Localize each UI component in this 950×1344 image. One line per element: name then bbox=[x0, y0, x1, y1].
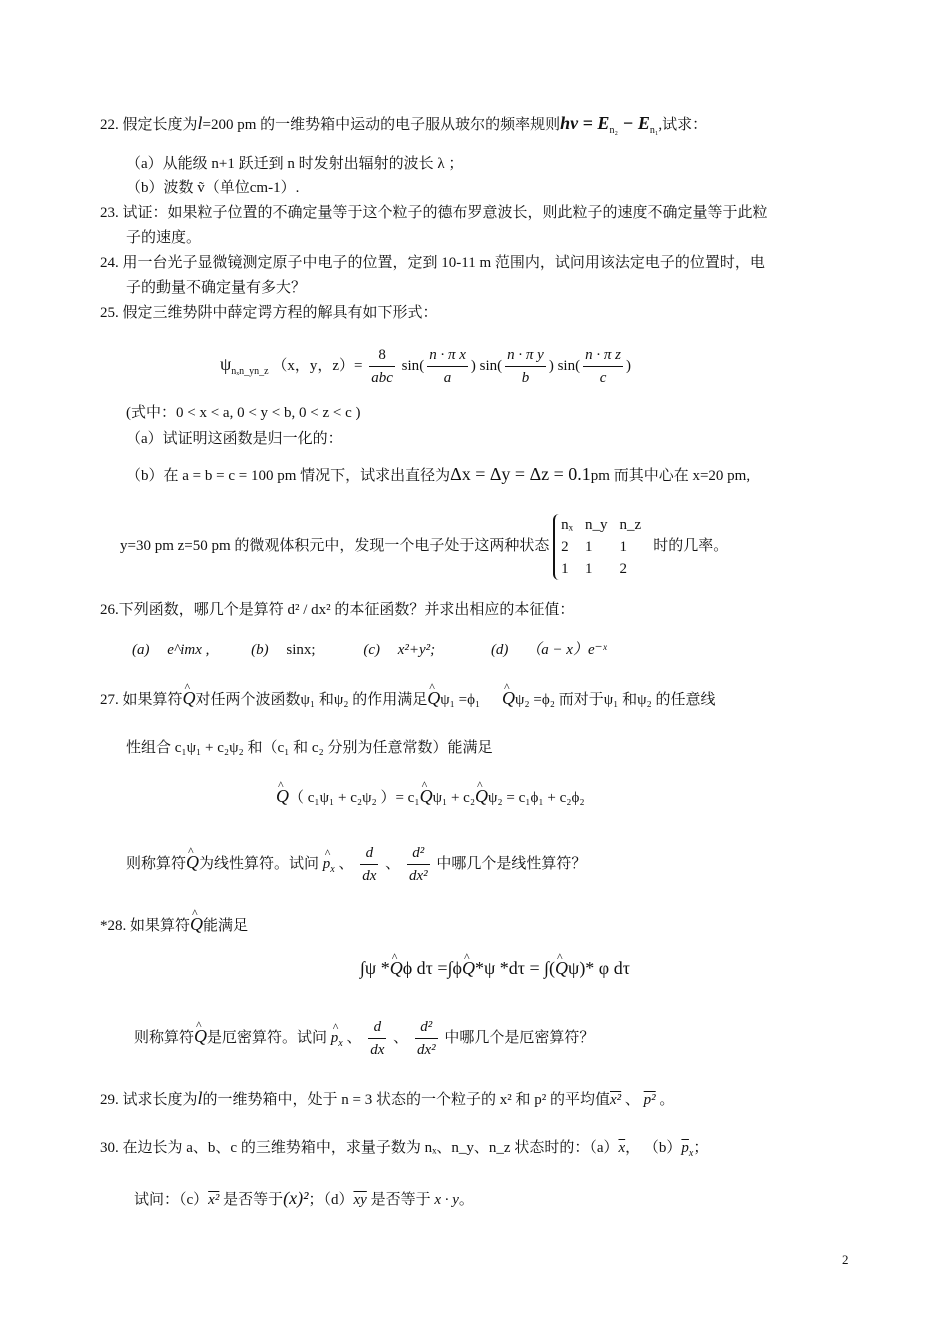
d2-num: d² bbox=[407, 842, 430, 865]
q30-line2 bbox=[134, 1188, 474, 1210]
q25-wavefunction: $\psi_{n_xn\_yn\_z}$ （x，y，z）= $\frac{8}{\text{abc}}$ sin( $\frac{\text{n · π x}}{a}$ ) sin( $\frac{\text{n · π y}}{b}$ ) sin( $\frac{\text{n · π z}}{c}$ ) bbox=[220, 340, 631, 396]
q26-b-function: sinx; bbox=[286, 642, 316, 658]
q24-line1: 24. 用一台光子显微镜测定原子中电子的位置，定到 10-11 m 范围内，试问用该法定电子的位置时，电 bbox=[100, 255, 765, 271]
operator-q-hat: ^ Q bbox=[502, 688, 515, 708]
q29-line bbox=[100, 1088, 674, 1110]
q28-eq-d: ψ)* φ dτ bbox=[568, 958, 630, 978]
q30-text-c: ； bbox=[693, 1140, 709, 1156]
fy-den: b bbox=[521, 370, 530, 387]
d-dx-fraction bbox=[368, 1016, 386, 1061]
q29-l: l bbox=[197, 1088, 203, 1108]
q22-minus: − E bbox=[617, 113, 650, 133]
q30-l2-b: 是否等于 bbox=[223, 1192, 284, 1208]
d2-den: dx² bbox=[408, 868, 428, 885]
q27-text-c: ψ₁ =ϕ₁ bbox=[440, 692, 481, 708]
q22-text-c: ,试求： bbox=[658, 117, 708, 133]
q25-b-text2: pm 而其中心在 x=20 pm, bbox=[590, 468, 751, 484]
q25-line1: 25. 假定三维势阱中薛定谔方程的解具有如下形式： bbox=[100, 305, 438, 321]
matrix-cell: 1 bbox=[585, 538, 593, 555]
q28-l3-b: 是厄密算符。试问 bbox=[207, 1030, 328, 1046]
q30-l2-g: 。 bbox=[458, 1192, 474, 1208]
q27-text-a: 27. 如果算符 bbox=[100, 692, 183, 708]
q25-b bbox=[126, 464, 750, 486]
operator-p-hat: ^ p bbox=[331, 1016, 339, 1060]
q25-c bbox=[120, 508, 728, 584]
q30-l2-e: 是否等于 bbox=[370, 1192, 431, 1208]
px-sub: x bbox=[330, 864, 335, 875]
operator-q-hat: ^ Q bbox=[276, 786, 289, 806]
px-sub: x bbox=[688, 1148, 694, 1159]
q29-text-a: 29. 试求长度为 bbox=[100, 1092, 198, 1108]
psi-symbol: ψ bbox=[220, 354, 232, 374]
q26-a-function: e^imx , bbox=[167, 642, 210, 658]
coef-fraction bbox=[369, 344, 395, 389]
d1-den: dx bbox=[362, 868, 377, 885]
psi-args: （x，y，z）= bbox=[272, 358, 363, 374]
q23-line2: 子的速度。 bbox=[126, 230, 202, 246]
frac-y bbox=[505, 344, 546, 389]
q28-equation bbox=[360, 958, 630, 980]
q28-text-b: 能满足 bbox=[203, 918, 249, 934]
matrix-cell: 2 bbox=[619, 560, 628, 577]
operator-q-hat: ^ Q bbox=[420, 786, 433, 806]
p2-average: p² bbox=[643, 1092, 656, 1108]
separator: 、 bbox=[346, 1030, 362, 1046]
q26-options bbox=[132, 640, 607, 660]
state-matrix bbox=[553, 514, 653, 580]
q25-domain: (式中：0 < x < a, 0 < y < b, 0 < z < c ) bbox=[126, 405, 361, 421]
operator-q-hat: ^ Q bbox=[427, 688, 440, 708]
q27-line2: 性组合 c₁ψ₁ + c₂ψ₂ 和（c₁ 和 c₂ 分别为任意常数）能满足 bbox=[126, 740, 493, 756]
d1-den: dx bbox=[370, 1042, 385, 1059]
coef-den: abc bbox=[371, 370, 393, 387]
q26-d-label: (d) bbox=[490, 642, 509, 658]
operator-p-hat: ^ p bbox=[323, 842, 331, 886]
q25-delta: Δx = Δy = Δz = 0.1 bbox=[450, 464, 591, 484]
q23-line1: 23. 试证：如果粒子位置的不确定量等于这个粒子的德布罗意波长，则此粒子的速度不确定量等于此粒 bbox=[100, 205, 768, 221]
q22-a bbox=[126, 154, 463, 174]
matrix-cell: 1 bbox=[619, 538, 628, 555]
q29-text-b: 的一维势箱中，处于 n = 3 状态的一个粒子的 x² 和 p² 的平均值 bbox=[202, 1092, 610, 1108]
q22-b-label: （b） bbox=[126, 180, 164, 196]
sin-z: sin bbox=[557, 358, 576, 374]
d2-dx2-fraction bbox=[415, 1016, 438, 1061]
q28-l3-c: 中哪几个是厄密算符？ bbox=[444, 1030, 595, 1046]
matrix-cell: 2 bbox=[561, 538, 569, 555]
x-average-squared: (x)² bbox=[283, 1188, 309, 1208]
q29-end: 。 bbox=[659, 1092, 675, 1108]
separator: 、 bbox=[624, 1092, 640, 1108]
q25-a: （a）试证明这函数是归一化的： bbox=[126, 431, 343, 447]
q26-c-function: x²+y²; bbox=[397, 642, 436, 658]
operator-q-hat: ^ Q bbox=[555, 958, 568, 978]
d-dx-fraction bbox=[360, 842, 378, 887]
q28-line1 bbox=[100, 914, 248, 936]
x2-average: x² bbox=[610, 1092, 622, 1108]
sin-x: sin bbox=[401, 358, 420, 374]
q30-line1 bbox=[100, 1138, 708, 1164]
operator-q-hat: ^ Q bbox=[194, 1014, 207, 1058]
fz-den: c bbox=[599, 370, 607, 387]
fy-num: n · π y bbox=[505, 344, 546, 367]
q26-line1: 26.下列函数，哪几个是算符 d² / dx² 的本征函数？并求出相应的本征值： bbox=[100, 602, 575, 618]
xy-average: $\overline{xy}$ bbox=[353, 1192, 367, 1208]
q27-l4-c: 中哪几个是线性算符？ bbox=[436, 856, 587, 872]
q22-b bbox=[126, 178, 299, 198]
q22-line1 bbox=[100, 113, 707, 141]
matrix-cell: n_y bbox=[585, 516, 608, 533]
q26-d-function: （a − x）e⁻ˣ bbox=[526, 642, 607, 658]
q24-line2: 子的動量不确定量有多大？ bbox=[126, 280, 307, 296]
q30-text-b: ， （b） bbox=[625, 1140, 682, 1156]
separator: 、 bbox=[393, 1030, 409, 1046]
q22-l: l bbox=[197, 113, 203, 133]
q26-c-label: (c) bbox=[363, 642, 380, 658]
q26-b-label: (b) bbox=[251, 642, 269, 658]
d2-den: dx² bbox=[416, 1042, 436, 1059]
q27-text-e: 而对于ψ₁ 和ψ₂ 的任意线 bbox=[554, 692, 716, 708]
q27-line4 bbox=[126, 840, 586, 892]
q28-eq-a: ∫ψ * bbox=[360, 958, 390, 978]
q22-sub2: n₂ bbox=[609, 125, 618, 136]
matrix-cell: 1 bbox=[561, 560, 569, 577]
d1-num: d bbox=[368, 1016, 386, 1039]
q25-c-text: y=30 pm z=50 pm 的微观体积元中，发现一个电子处于这两种状态 bbox=[120, 538, 550, 554]
matrix-cell: nₓ bbox=[561, 516, 574, 533]
operator-q-hat: ^ Q bbox=[475, 786, 488, 806]
q22-number: 22. bbox=[100, 117, 119, 133]
operator-q-hat: ^ Q bbox=[190, 914, 203, 934]
q27-eq-c: ψ₂ = c₁ϕ₁ + c₂ϕ₂ bbox=[488, 790, 585, 806]
separator: 、 bbox=[338, 856, 354, 872]
x-average: $\overline{x}$ bbox=[618, 1140, 626, 1156]
q27-text-b: 对任两个波函数ψ₁ 和ψ₂ 的作用满足 bbox=[195, 692, 428, 708]
separator: 、 bbox=[385, 856, 401, 872]
frac-z bbox=[583, 344, 623, 389]
q27-equation bbox=[276, 786, 585, 808]
q22-a-label: （a） bbox=[126, 156, 163, 172]
coef-num: 8 bbox=[369, 344, 395, 367]
fx-num: n · π x bbox=[427, 344, 468, 367]
operator-q-hat: ^ Q bbox=[183, 688, 196, 708]
operator-q-hat: ^ Q bbox=[390, 958, 403, 978]
q27-l4-b: 为线性算符。试问 bbox=[199, 856, 320, 872]
page-number: 2 bbox=[842, 1252, 849, 1267]
operator-q-hat: ^ Q bbox=[462, 958, 475, 978]
q28-l3-a: 则称算符 bbox=[134, 1030, 195, 1046]
q22-formula: hν = E bbox=[560, 113, 610, 133]
q27-eq-a: （ c₁ψ₁ + c₂ψ₂ ）= c₁ bbox=[289, 790, 420, 806]
frac-x bbox=[427, 344, 468, 389]
q22-text-a: 假定长度为 bbox=[122, 117, 198, 133]
matrix-cell: 1 bbox=[585, 560, 593, 577]
x-times-y-average: x · y bbox=[434, 1192, 459, 1208]
q22-sub1: n₁ bbox=[649, 125, 659, 136]
q30-l2-d: ；（d） bbox=[308, 1192, 354, 1208]
d1-num: d bbox=[360, 842, 378, 865]
q30-text-a: 30. 在边长为 a、b、c 的三维势箱中，求量子数为 nₓ、n_y、n_z 状态时的：（a） bbox=[100, 1140, 619, 1156]
q26-a-label: (a) bbox=[132, 642, 150, 658]
q27-line1 bbox=[100, 688, 715, 710]
d2-num: d² bbox=[415, 1016, 438, 1039]
matrix-cell: n_z bbox=[619, 516, 642, 533]
q28-line3 bbox=[134, 1014, 594, 1066]
operator-q-hat: ^ Q bbox=[186, 840, 199, 884]
psi-subscript: nₓn_yn_z bbox=[231, 366, 269, 377]
q28-eq-c: *ψ *dτ = ∫( bbox=[474, 958, 556, 978]
d2-dx2-fraction bbox=[407, 842, 430, 887]
fx-den: a bbox=[443, 370, 452, 387]
fz-num: n · π z bbox=[583, 344, 623, 367]
q22-text-b: =200 pm 的一维势箱中运动的电子服从玻尔的频率规则 bbox=[202, 117, 561, 133]
q22-b-text: 波数 ṽ（单位cm-1）. bbox=[163, 180, 300, 196]
q28-eq-b: ϕ dτ =∫ϕ bbox=[402, 958, 462, 978]
q25-b-text1: （b）在 a = b = c = 100 pm 情况下，试求出直径为 bbox=[126, 468, 451, 484]
q25-c-end: 时的几率。 bbox=[653, 538, 729, 554]
sin-y: sin bbox=[479, 358, 498, 374]
q27-l4-a: 则称算符 bbox=[126, 856, 187, 872]
q22-a-text: 从能级 n+1 跃迁到 n 时发射出辐射的波长 λ ； bbox=[162, 156, 464, 172]
x2-average: x² bbox=[208, 1192, 220, 1208]
q30-l2-a: 试问：（c） bbox=[134, 1192, 209, 1208]
q28-text-a: *28. 如果算符 bbox=[100, 918, 191, 934]
px-sub: x bbox=[338, 1038, 343, 1049]
q27-eq-b: ψ₁ + c₂ bbox=[432, 790, 476, 806]
q27-text-d: ψ₂ =ϕ₂ bbox=[514, 692, 555, 708]
p-average: $\overline{p}$ bbox=[681, 1140, 689, 1156]
